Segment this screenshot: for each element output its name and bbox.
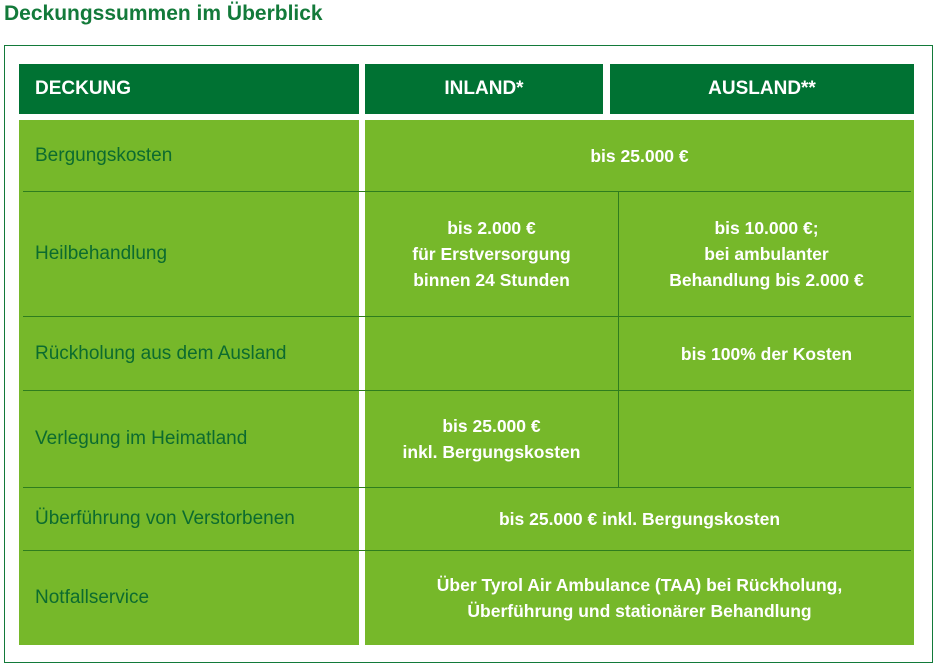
row-label-bergungskosten: Bergungskosten [35, 144, 173, 166]
row-label-heilbehandlung: Heilbehandlung [35, 243, 168, 264]
value-rueckholung-inland [365, 317, 618, 390]
value-verlegung-ausland [619, 391, 914, 487]
value-bergungskosten: bis 25.000 € [590, 145, 689, 166]
row-label-verlegung: Verlegung im Heimatland [35, 428, 248, 449]
value-heilbehandlung-ausland: bis 10.000 €; bei ambulanter Behandlung bis 2.000 € [669, 218, 864, 290]
value-ueberfuehrung: bis 25.000 € inkl. Bergungskosten [498, 509, 781, 529]
header-deckung: DECKUNG [19, 64, 359, 114]
header-inland: INLAND* [365, 64, 603, 114]
row-label-rueckholung: Rückholung aus dem Ausland [35, 342, 287, 364]
row-label-ueberfuehrung: Überführung von Verstorbenen [35, 508, 295, 529]
page-title: Deckungssummen im Überblick [4, 2, 323, 25]
value-notfallservice: Über Tyrol Air Ambulance (TAA) bei Rückholung, Überführung und stationärer Behandlung [436, 575, 843, 621]
value-heilbehandlung-inland: bis 2.000 € für Erstversorgung binnen 24 Stunden [412, 218, 571, 290]
value-rueckholung-ausland: bis 100% der Kosten [680, 343, 853, 364]
header-ausland: AUSLAND** [610, 64, 914, 114]
value-verlegung-inland: bis 25.000 € inkl. Bergungskosten [402, 416, 581, 462]
row-label-notfallservice: Notfallservice [35, 587, 150, 608]
